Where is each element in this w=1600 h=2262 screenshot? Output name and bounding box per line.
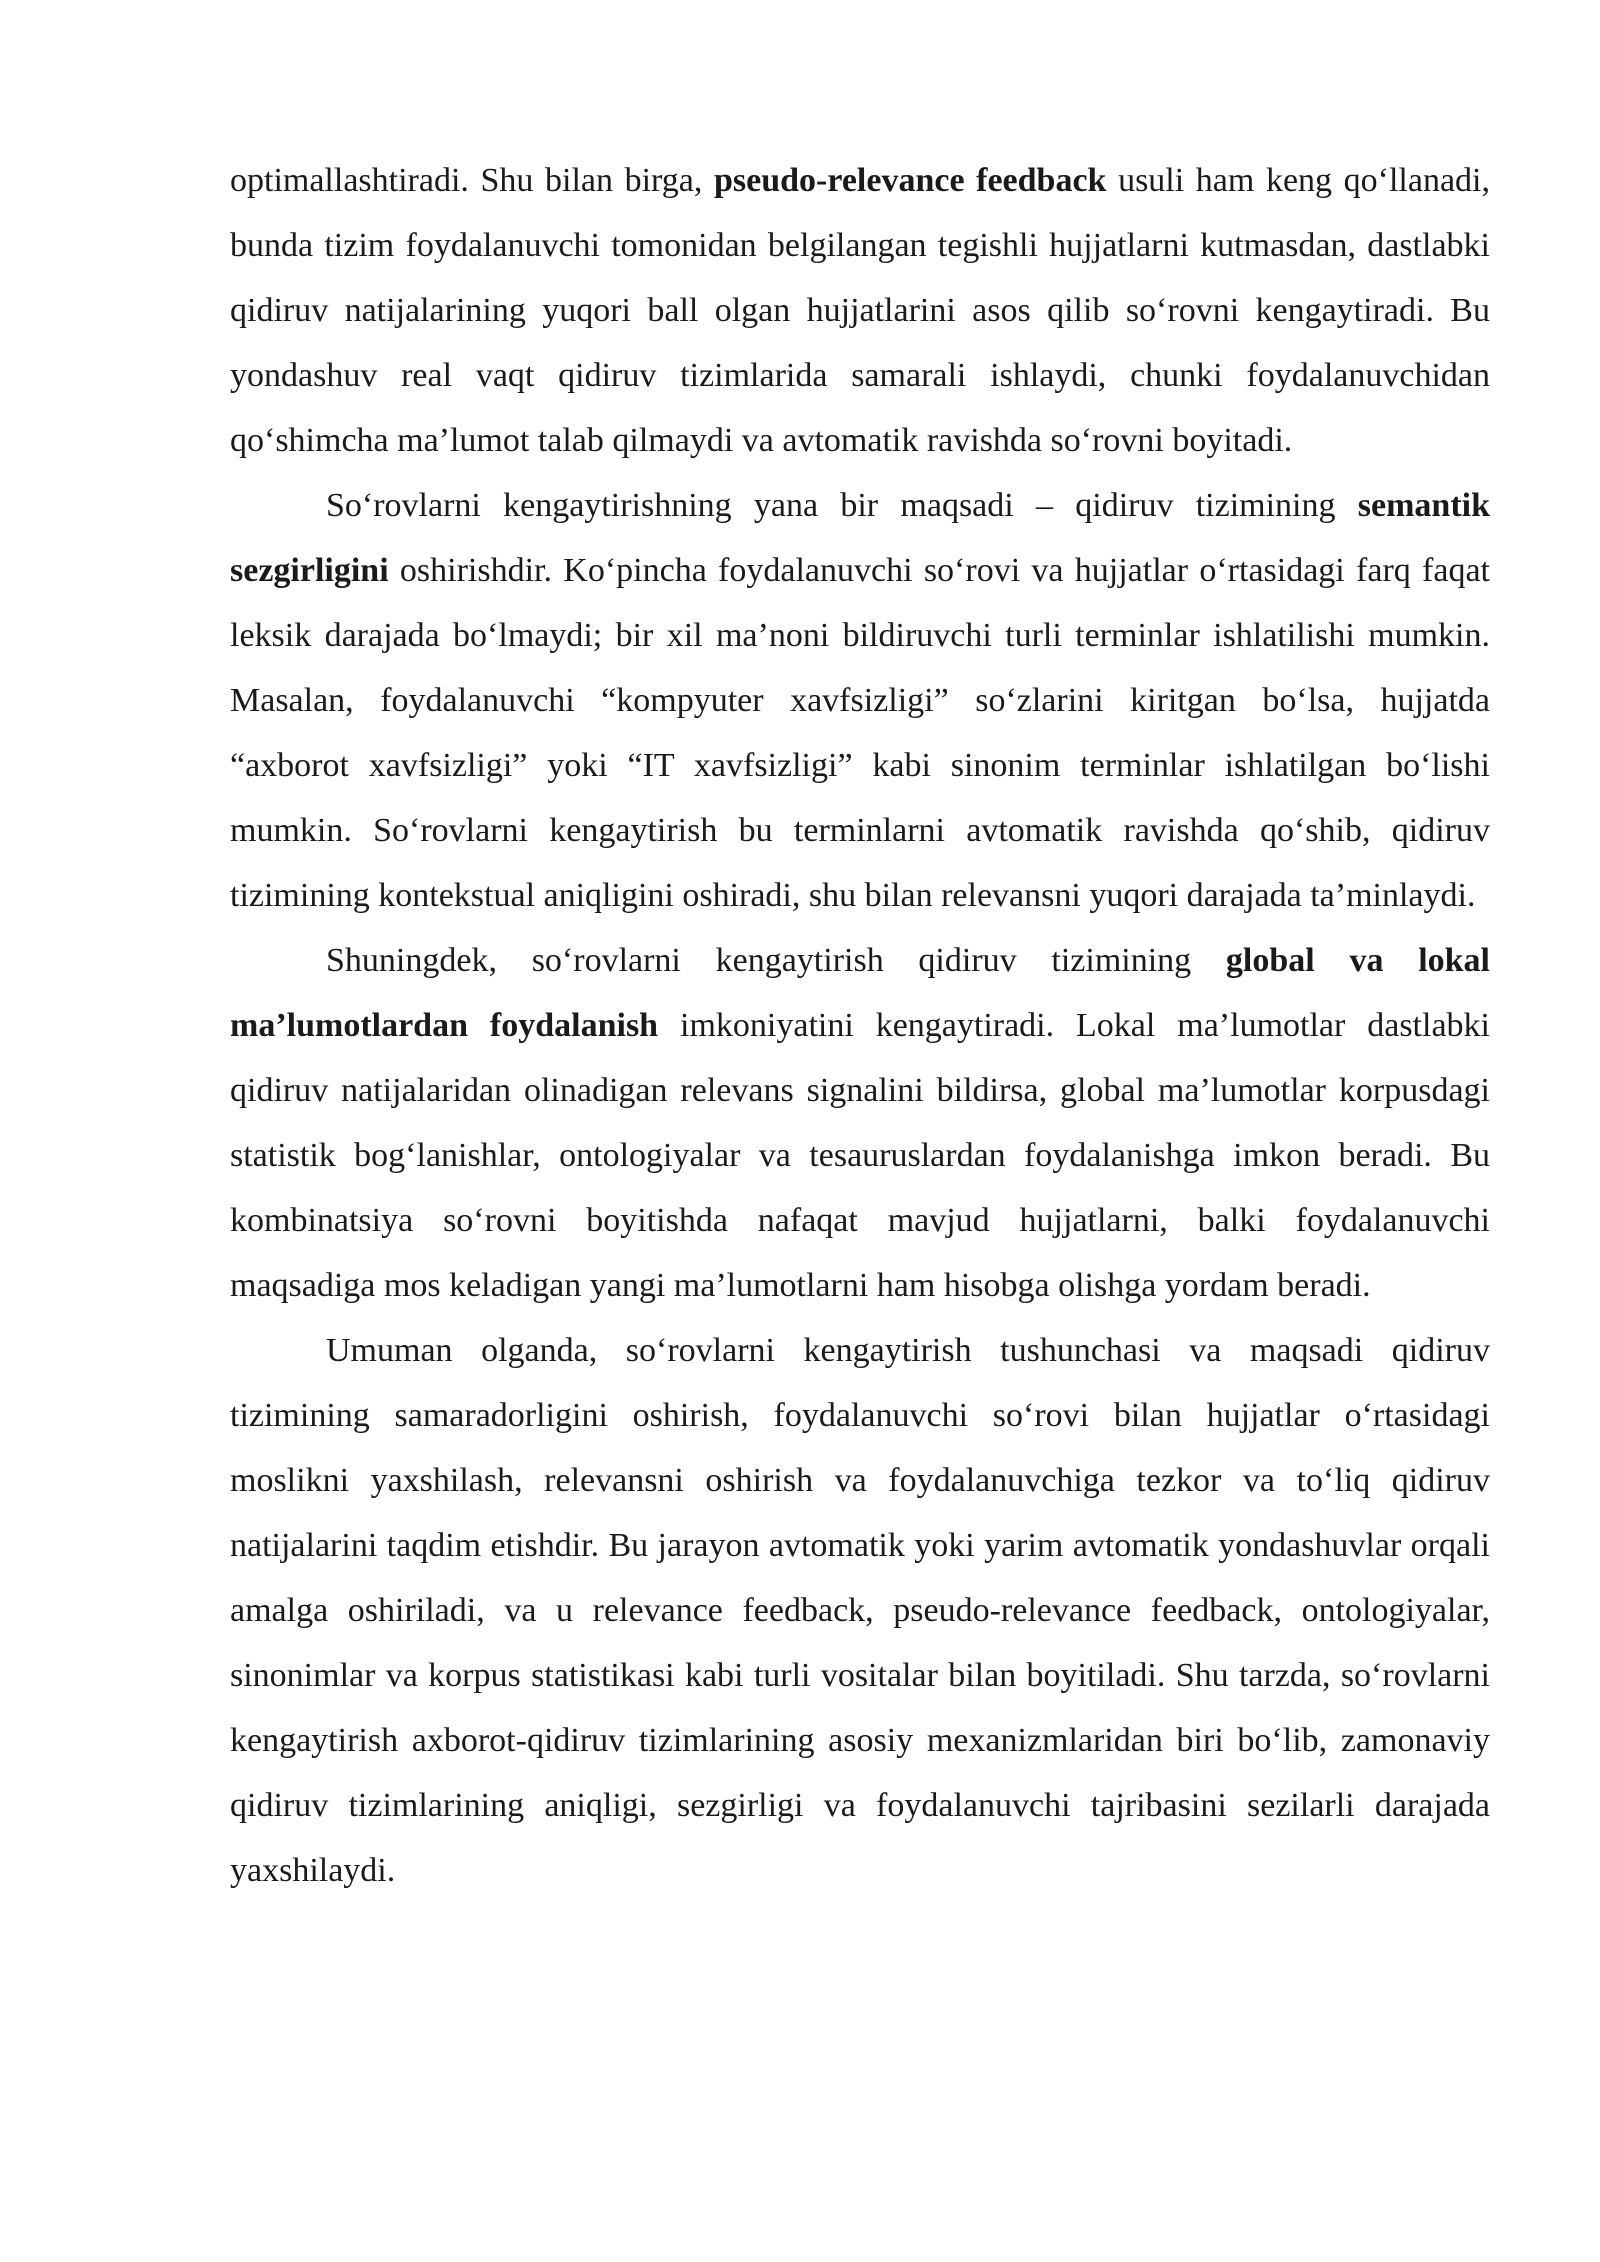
paragraph-3-text-2: imkoniyatini kengaytiradi. Lokal ma’lumotlar dastlabki qidiruv natijalaridan olinadigan relevans signalini bildirsa, global ma’lumotlar korpusdagi statistik bog‘lanishlar, ontologiyalar va tesauruslardan foydalanishga imkon beradi. Bu kombinatsiya so‘rovni boyitishda nafaqat mavjud hujjatlarni, balki foydalanuvchi maqsadiga mos keladigan yangi ma’lumotlarni ham hisobga olishga yordam beradi. <box>230 1007 1490 1304</box>
paragraph-1-bold-term: pseudo-relevance feedback <box>713 162 1107 199</box>
paragraph-2-text-1: So‘rovlarni kengaytirishning yana bir maqsadi – qidiruv tizimining <box>326 487 1358 524</box>
paragraph-4-text-1: Umuman olganda, so‘rovlarni kengaytirish tushunchasi va maqsadi qidiruv tizimining samaradorligini oshirish, foydalanuvchi so‘rovi bilan hujjatlar o‘rtasidagi moslikni yaxshilash, relevansni oshirish va foydalanuvchiga tezkor va to‘liq qidiruv natijalarini taqdim etishdir. Bu jarayon avtomatik yoki yarim avtomatik yondashuvlar orqali amalga oshiriladi, va u relevance feedback, pseudo-relevance feedback, ontologiyalar, sinonimlar va korpus statistikasi kabi turli vositalar bilan boyitiladi. Shu tarzda, so‘rovlarni kengaytirish axborot-qidiruv tizimlarining asosiy mexanizmlaridan biri bo‘lib, zamonaviy qidiruv tizimlarining aniqligi, sezgirligi va foydalanuvchi tajribasini sezilarli darajada yaxshilaydi. <box>230 1332 1490 1889</box>
paragraph-3-bold-term: global va lokal ma’lumotlardan foydalanish <box>230 942 1490 1044</box>
paragraph-3-text-1: Shuningdek, so‘rovlarni kengaytirish qidiruv tizimining <box>326 942 1226 979</box>
paragraph-1 <box>230 148 1490 473</box>
paragraph-1-text-2: usuli ham keng qo‘llanadi, bunda tizim foydalanuvchi tomonidan belgilangan tegishli hujjatlarni kutmasdan, dastlabki qidiruv natijalarining yuqori ball olgan hujjatlarini asos qilib so‘rovni kengaytiradi. Bu yondashuv real vaqt qidiruv tizimlarida samarali ishlaydi, chunki foydalanuvchidan qo‘shimcha ma’lumot talab qilmaydi va avtomatik ravishda so‘rovni boyitadi. <box>230 162 1490 459</box>
paragraph-1-text-1: optimallashtiradi. Shu bilan birga, <box>230 162 714 199</box>
paragraph-2-bold-term: semantik sezgirligini <box>230 487 1490 589</box>
paragraph-4 <box>230 1318 1490 1903</box>
document-body <box>230 148 1490 1903</box>
paragraph-2 <box>230 473 1490 928</box>
paragraph-2-text-2: oshirishdir. Ko‘pincha foydalanuvchi so‘rovi va hujjatlar o‘rtasidagi farq faqat leksik darajada bo‘lmaydi; bir xil ma’noni bildiruvchi turli terminlar ishlatilishi mumkin. Masalan, foydalanuvchi “kompyuter xavfsizligi” so‘zlarini kiritgan bo‘lsa, hujjatda “axborot xavfsizligi” yoki “IT xavfsizligi” kabi sinonim terminlar ishlatilgan bo‘lishi mumkin. So‘rovlarni kengaytirish bu terminlarni avtomatik ravishda qo‘shib, qidiruv tizimining kontekstual aniqligini oshiradi, shu bilan relevansni yuqori darajada ta’minlaydi. <box>230 552 1490 914</box>
paragraph-3 <box>230 928 1490 1318</box>
